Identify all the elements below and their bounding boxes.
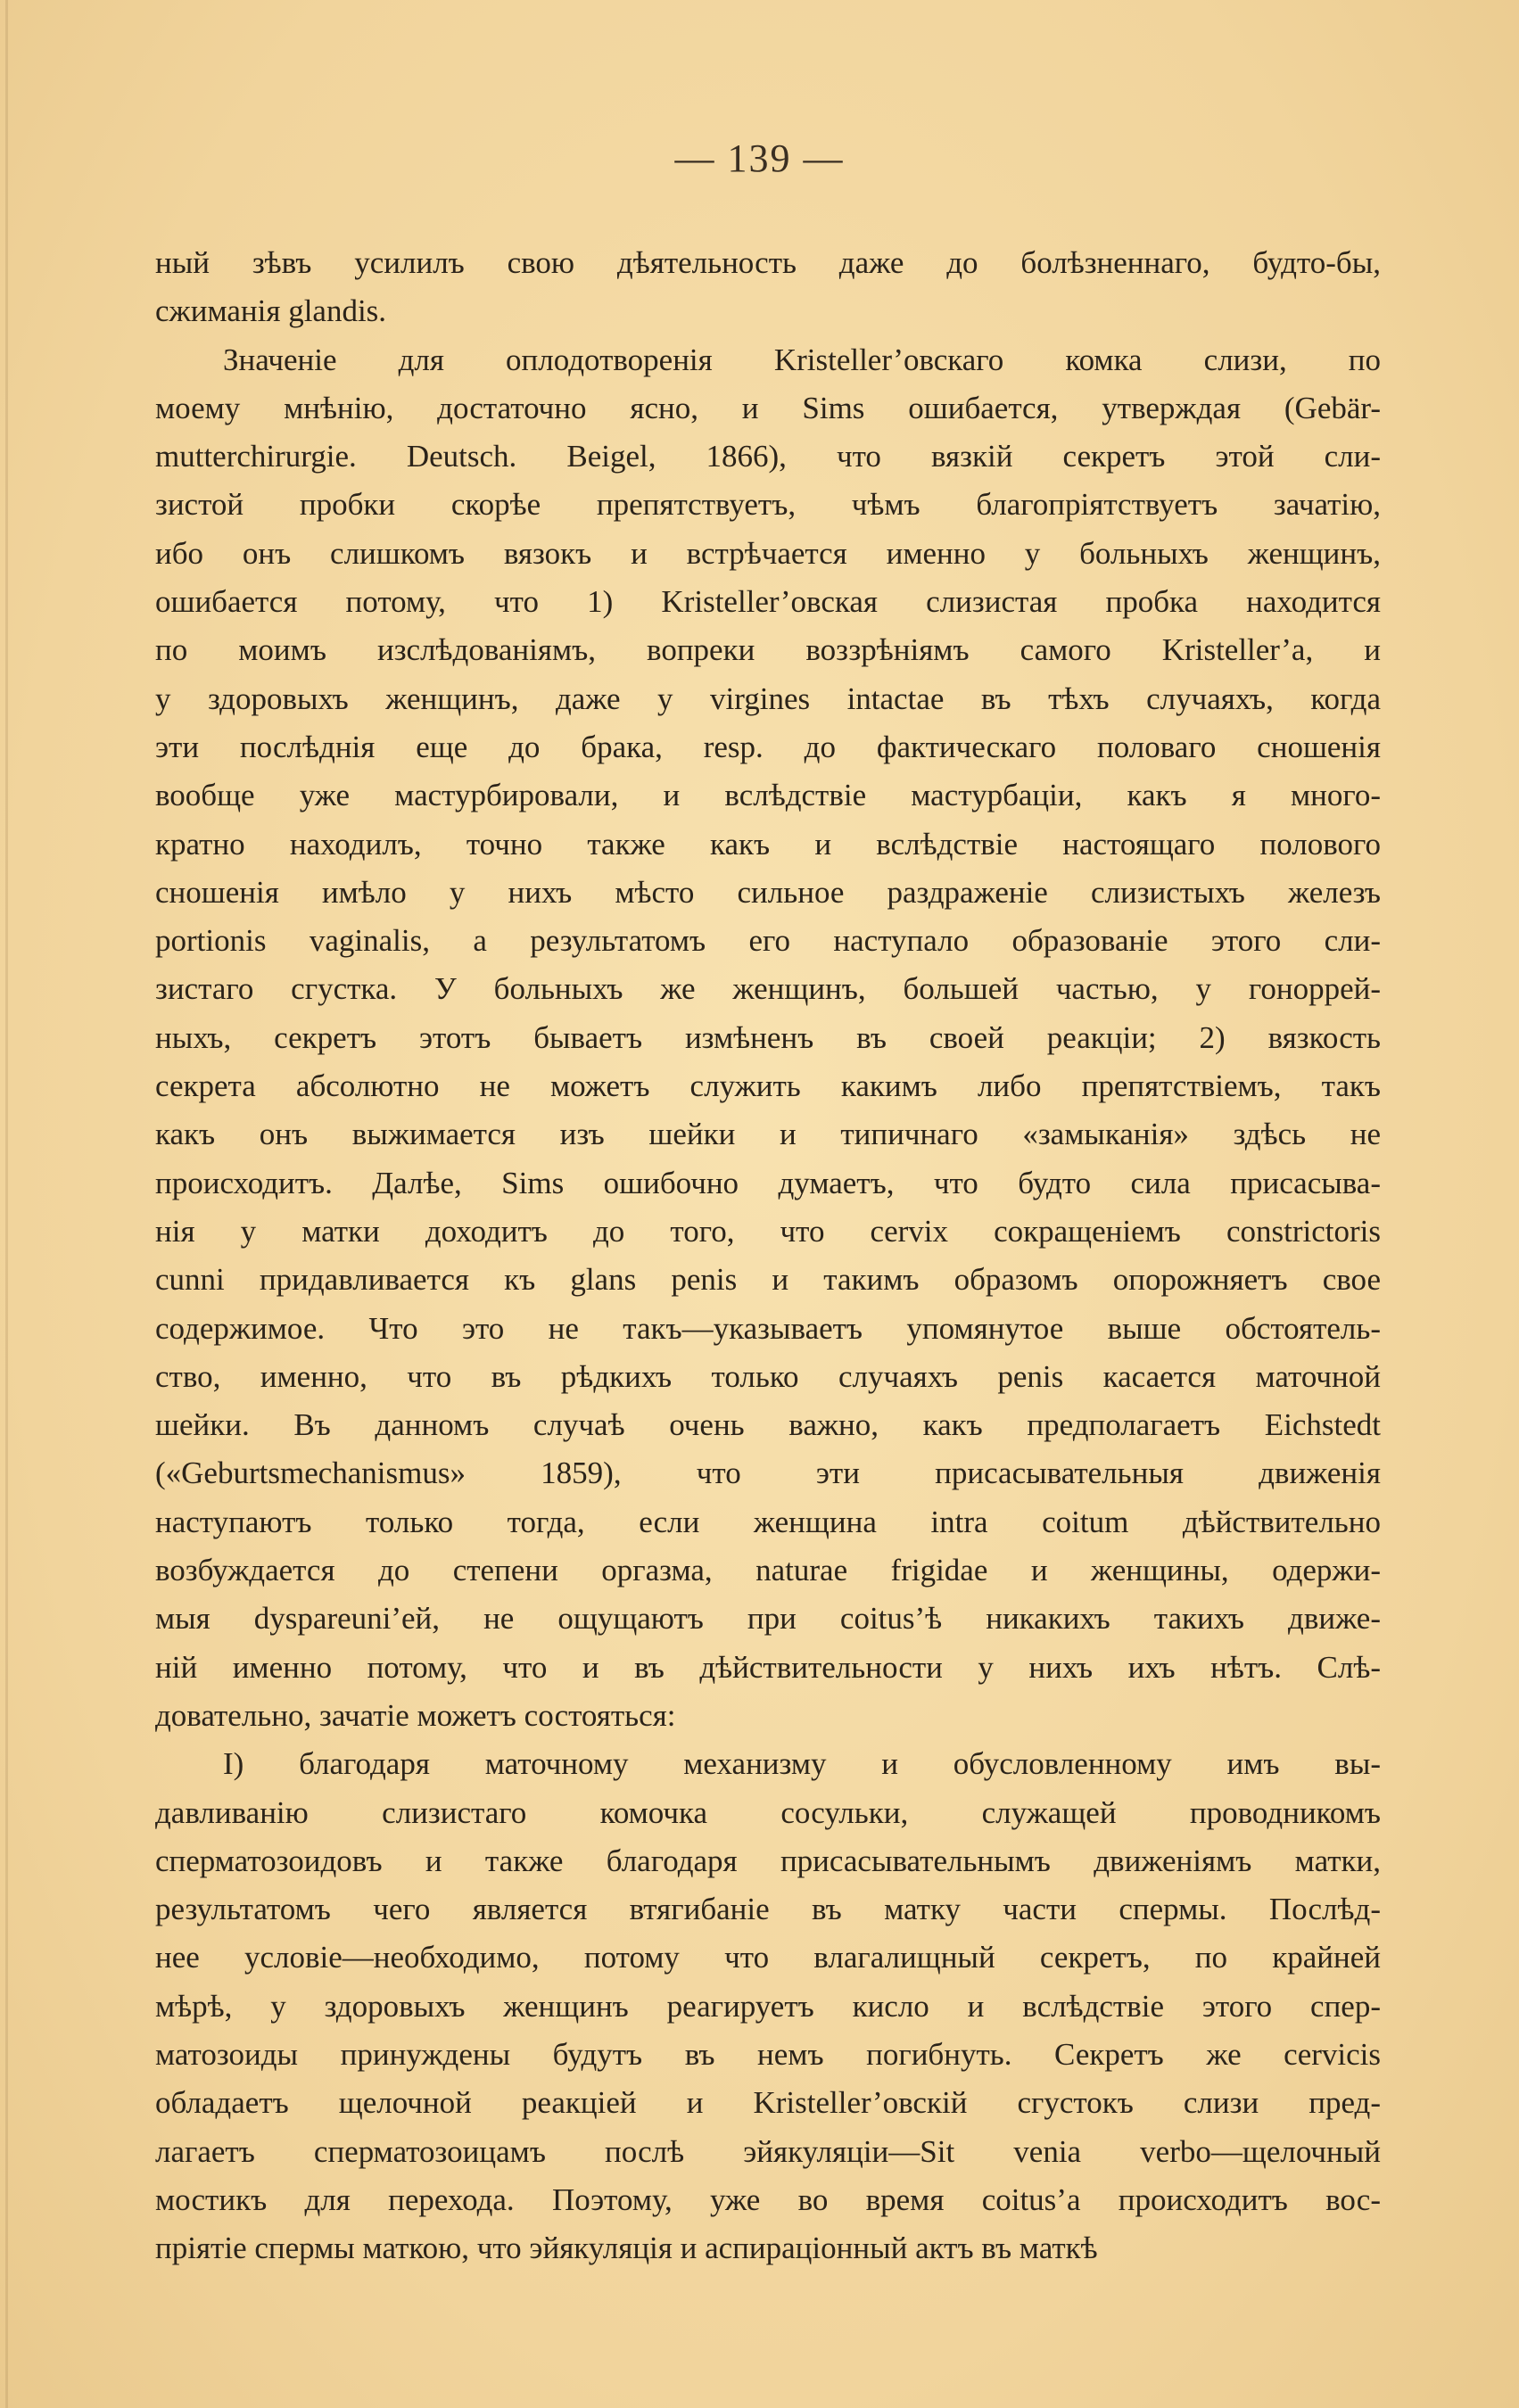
text-line: наступаютъ только тогда, если женщина intra coitum дѣйствительно xyxy=(155,1504,1381,1539)
text-line: давливанію слизистаго комочка сосульки, служащей проводникомъ xyxy=(155,1794,1381,1830)
text-line: зистаго сгустка. У больныхъ же женщинъ, большей частью, у гоноррей- xyxy=(155,971,1381,1007)
text-line: нее условіе—необходимо, потому что влагалищный секретъ, по крайней xyxy=(155,1940,1381,1975)
text-line: шейки. Въ данномъ случаѣ очень важно, какъ предполагаетъ Eichstedt xyxy=(155,1407,1381,1443)
text-line: portionis vaginalis, а результатомъ его наступало образованіе этого сли- xyxy=(155,923,1381,959)
text-line: cunni придавливается къ glans penis и такимъ образомъ опорожняетъ свое xyxy=(155,1262,1381,1298)
text-line: muttercһirurgie. Deutsch. Beigel, 1866), что вязкій секретъ этой сли- xyxy=(155,439,1381,474)
text-line: лагаетъ сперматозоицамъ послѣ эйякуляціи—Sit venia verbo—щелочный xyxy=(155,2133,1381,2169)
text-line: сжиманія glandis. xyxy=(155,293,387,329)
text-line: содержимое. Что это не такъ—указываетъ упомянутое выше обстоятель- xyxy=(155,1310,1381,1346)
text-line: секрета абсолютно не можетъ служить какимъ либо препятствіемъ, такъ xyxy=(155,1068,1381,1104)
text-line: обладаетъ щелочной реакціей и Kristeller’овскій сгустокъ слизи пред- xyxy=(155,2085,1381,2121)
text-line: эти послѣднія еще до брака, resp. до фактическаго половаго сношенія xyxy=(155,729,1381,764)
text-line: ній именно потому, что и въ дѣйствительности у нихъ ихъ нѣтъ. Слѣ- xyxy=(155,1649,1381,1685)
text-line: («Geburtsmechanismus» 1859), что эти присасывательныя движенія xyxy=(155,1456,1381,1491)
text-line: мостикъ для перехода. Поэтому, уже во время coitus’a происходитъ вос- xyxy=(155,2181,1381,2217)
text-line: мыя dyspareuni’ей, не ощущаютъ при coitus’ѣ никакихъ такихъ движе- xyxy=(155,1601,1381,1637)
text-line: Значеніе для оплодотворенія Kristeller’овскаго комка слизи, по xyxy=(223,342,1381,377)
text-line: ибо онъ слишкомъ вязокъ и встрѣчается именно у больныхъ женщинъ, xyxy=(155,535,1381,571)
text-line: пріятіе спермы маткою, что эйякуляція и аспираціонный актъ въ маткѣ xyxy=(155,2231,1098,2266)
text-line: ошибается потому, что 1) Kristeller’овская слизистая пробка находится xyxy=(155,584,1381,620)
text-line: сношенія имѣло у нихъ мѣсто сильное раздраженіе слизистыхъ железъ xyxy=(155,874,1381,910)
text-line: кратно находилъ, точно также какъ и вслѣдствіе настоящаго полового xyxy=(155,826,1381,862)
text-line: вообще уже мастурбировали, и вслѣдствіе мастурбаціи, какъ я много- xyxy=(155,778,1381,813)
text-line: происходитъ. Далѣе, Sims ошибочно думаетъ, что будто сила присасыва- xyxy=(155,1165,1381,1200)
text-line: у здоровыхъ женщинъ, даже у virgines intactae въ тѣхъ случаяхъ, когда xyxy=(155,680,1381,716)
text-line: сперматозоидовъ и также благодаря присасывательнымъ движеніямъ матки, xyxy=(155,1843,1381,1878)
text-line: I) благодаря маточному механизму и обусловленному имъ вы- xyxy=(223,1746,1381,1782)
text-line: ный зѣвъ усилилъ свою дѣятельность даже до болѣзненнаго, будто-бы, xyxy=(155,245,1381,280)
text-line: ство, именно, что въ рѣдкихъ только случаяхъ penis касается маточной xyxy=(155,1358,1381,1394)
page-edge-shadow xyxy=(5,0,8,2408)
text-line: ныхъ, секретъ этотъ бываетъ измѣненъ въ своей реакціи; 2) вязкость xyxy=(155,1019,1381,1055)
text-line: матозоиды принуждены будутъ въ немъ погибнуть. Секретъ же cervicis xyxy=(155,2036,1381,2072)
text-line: моему мнѣнію, достаточно ясно, и Sims ошибается, утверждая (Gebär- xyxy=(155,390,1381,425)
text-line: довательно, зачатіе можетъ состояться: xyxy=(155,1697,676,1733)
text-line: мѣрѣ, у здоровыхъ женщинъ реагируетъ кисло и вслѣдствіе этого спер- xyxy=(155,1988,1381,2024)
text-line: нія у матки доходитъ до того, что cervix сокращеніемъ constrictoris xyxy=(155,1213,1381,1249)
text-line: по моимъ изслѣдованіямъ, вопреки воззрѣніямъ самого Kristeller’a, и xyxy=(155,632,1381,668)
body-text xyxy=(155,239,1381,2272)
text-line: возбуждается до степени оргазма, naturae frigidae и женщины, одержи- xyxy=(155,1553,1381,1588)
text-line: зистой пробки скорѣе препятствуетъ, чѣмъ благопріятствуетъ зачатію, xyxy=(155,487,1381,523)
text-line: какъ онъ выжимается изъ шейки и типичнаго «замыканія» здѣсь не xyxy=(155,1117,1381,1152)
page-number: — 139 — xyxy=(674,136,845,180)
text-line: результатомъ чего является втягибаніе въ матку части спермы. Послѣд- xyxy=(155,1892,1381,1927)
